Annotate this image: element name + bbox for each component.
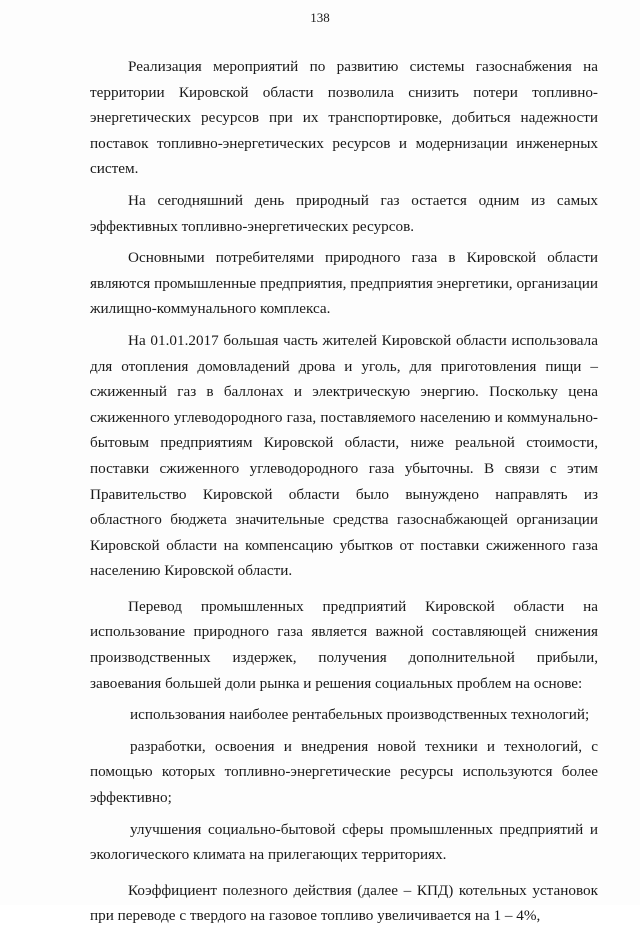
paragraph-natural-gas-efficiency: На сегодняшний день природный газ остается одним из самых эффективных топливно-энергетических ресурсов. <box>90 191 598 235</box>
paragraph-heating-situation: На 01.01.2017 большая часть жителей Кировской области использовала для отопления домовладений дрова и уголь, для приготовления пищи – сжиженный газ в баллонах и электрическую энергию. Поскольку цена сжиженного углеводородного газа, поставляемого населению и коммунально-бытовым предприятиям Кировской области, ниже реальной стоимости, поставки сжиженного углеводородного газа убыточны. В связи с этим Правительство Кировской области было вынуждено направлять из областного бюджета значительные средства газоснабжающей организации Кировской области на компенсацию убытков от поставки сжиженного газа населению Кировской области. <box>90 331 598 580</box>
page-number: 138 <box>310 10 330 25</box>
list-item-new-equipment: разработки, освоения и внедрения новой техники и технологий, с помощью которых топливно-энергетические ресурсы используются более эффективно; <box>90 737 598 807</box>
list-item-technologies: использования наиболее рентабельных производственных технологий; <box>130 706 590 724</box>
paragraph-efficiency-coefficient: Коэффициент полезного действия (далее – КПД) котельных установок при переводе с твердого на газовое топливо увеличивается на 1 – 4%, <box>90 881 598 925</box>
body-text <box>90 54 598 929</box>
paragraph-enterprise-transition: Перевод промышленных предприятий Кировской области на использование природного газа является важной составляющей снижения производственных издержек, получения дополнительной прибыли, завоевания большей доли рынка и решения социальных проблем на основе: <box>90 597 598 692</box>
paragraph-gas-supply-results: Реализация мероприятий по развитию системы газоснабжения на территории Кировской области позволила снизить потери топливно-энергетических ресурсов при их транспортировке, добиться надежности поставок топливно-энергетических ресурсов и модернизации инженерных систем. <box>90 58 598 178</box>
paragraph-main-consumers: Основными потребителями природного газа в Кировской области являются промышленные предприятия, предприятия энергетики, организации жилищно-коммунального комплекса. <box>90 249 598 318</box>
list-item-social-sphere: улучшения социально-бытовой сферы промышленных предприятий и экологического климата на прилегающих территориях. <box>90 820 598 864</box>
